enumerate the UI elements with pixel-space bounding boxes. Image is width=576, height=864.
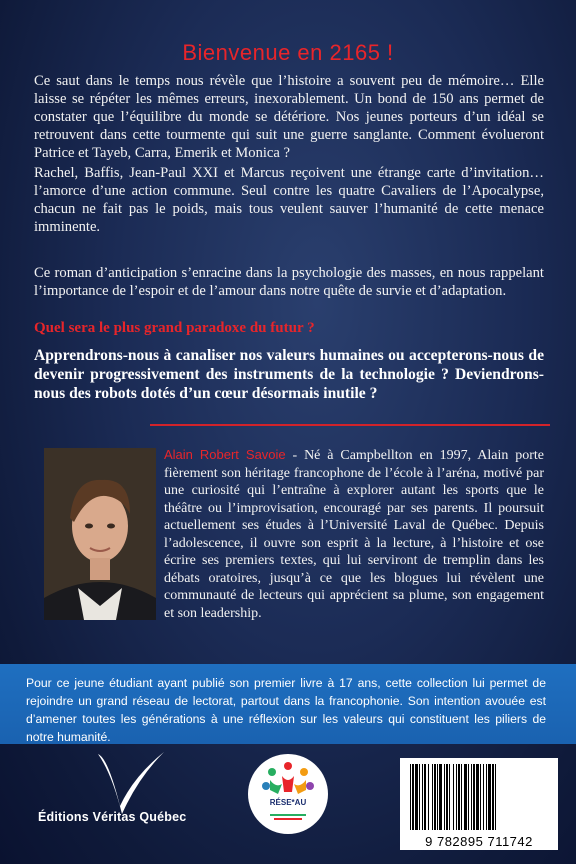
paradox-question: Quel sera le plus grand paradoxe du futur ? [34,320,315,336]
cover-title: Bienvenue en 2165 ! [182,40,394,65]
bold-question-paragraph: Apprendrons-nous à canaliser nos valeurs humaines ou accepterons-nous de devenir progressivement des instruments de la technologie ? Deviendrons-nous des robots dotés d’un cœur désormais inutile ? [34,347,544,402]
isbn-number: 9 782895 711742 [425,834,533,849]
red-divider [150,424,550,426]
author-name: Alain Robert Savoie [164,447,286,462]
author-bio [164,446,544,622]
author-bio-text: - Né à Campbellton en 1997, Alain porte fièrement son héritage francophone de l’école à l’aréna, motivé par une curiosité qui l’entraîne à explorer autant les sports que le théâtre ou l’improvisation, encouragé par ses parents. Il poursuit actuellement ses études à l’Université Laval de Québec. Depuis l’adolescence, il ouvre son esprit à la lecture, à l’histoire et ose écrire ses premiers textes, qui lui serviront de tremplin dans les débats oratoires, jusqu’à ce que les blogues lui révèlent une communauté de lecteurs qui apprécient sa plume, son engagement et son leadership. [164,448,544,621]
synopsis-paragraph-1: Ce saut dans le temps nous révèle que l’histoire a souvent peu de mémoire… Elle laisse se répéter les mêmes erreurs, inexorablement. Un bond de 150 ans permet de constater que l’équilibre du monde se détériore. Nos jeunes porteurs d’un idéal se retrouvent dans cette tourmente qui suit une guerre sanglante. Comment évolueront Patrice et Tayeb, Carra, Emerik et Monica ? [34,73,544,161]
synopsis-paragraph-2: Rachel, Baffis, Jean-Paul XXI et Marcus reçoivent une étrange carte d’invitation… l’amorce d’une action commune. Seul contre les quatre Cavaliers de l’Apocalypse, chacun ne fait pas le poids, mais tous veulent sauver l’humanité de cette menace imminente. [34,165,544,235]
barcode-icon [400,758,558,834]
v-swash-icon [94,748,174,818]
publisher-logo [30,750,240,840]
people-circle-icon [248,754,328,834]
band-text: Pour ce jeune étudiant ayant publié son premier livre à 17 ans, cette collection lui permet de rejoindre un grand réseau de lectorat, partout dans la francophonie. Son intention avouée est d’amener toutes les générations à une réflexion sur les valeurs qui constituent les piliers de notre humanité. [26,676,546,744]
author-photo [44,448,156,620]
reseau-label: RÉSE*AU [269,798,307,807]
publisher-name: Éditions Véritas Québec [38,810,187,824]
reseau-logo [248,754,328,834]
synopsis-paragraph-3: Ce roman d’anticipation s’enracine dans la psychologie des masses, en nous rappelant l’importance de l’espoir et de l’amour dans notre quête de survie et d’adaptation. [34,265,544,299]
isbn-barcode [400,758,558,850]
